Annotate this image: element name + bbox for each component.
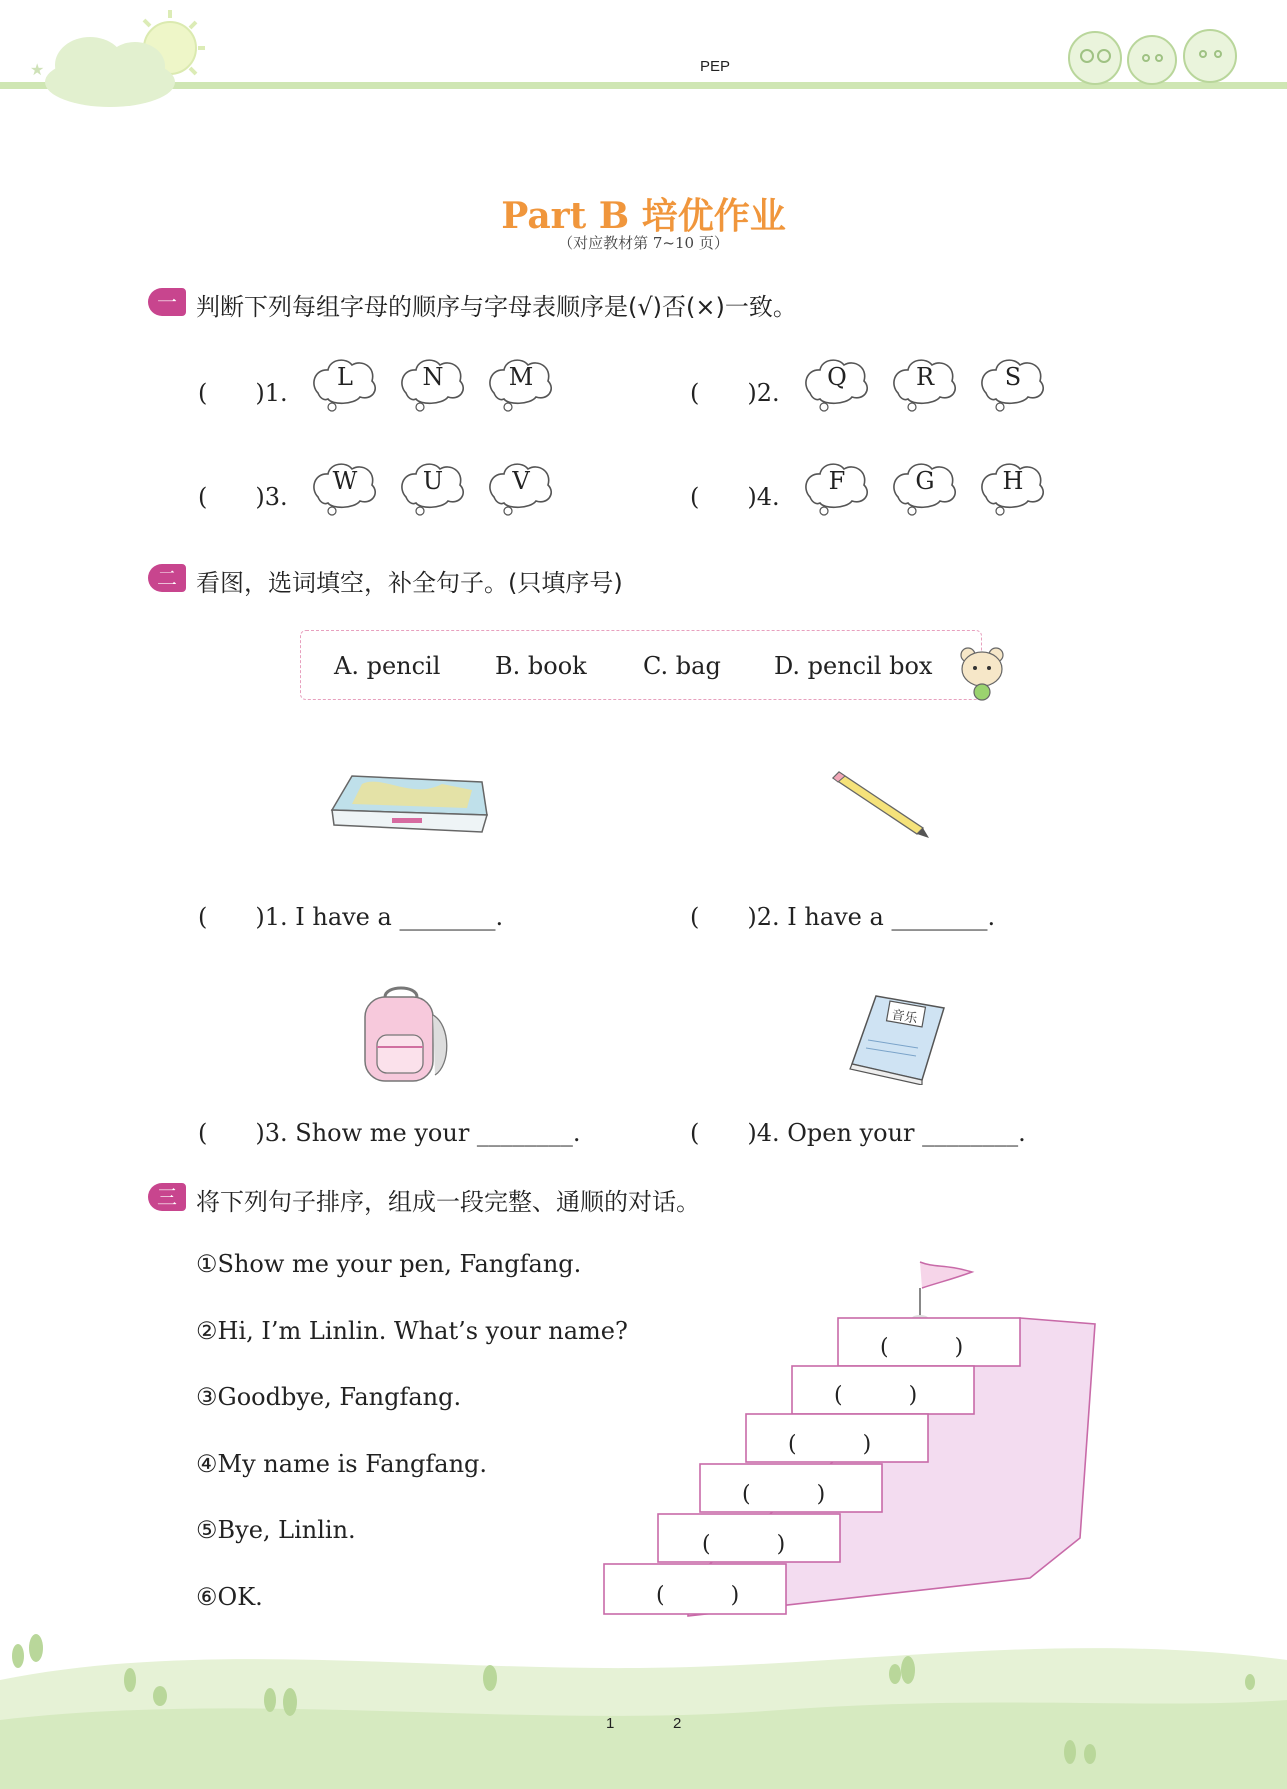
letter-bubble: [486, 459, 556, 517]
letter-bubble: [890, 355, 960, 413]
letter: H: [1002, 467, 1024, 495]
s1-item-4-label: ( )4.: [690, 483, 780, 511]
letter: F: [828, 467, 846, 495]
letter: S: [1004, 363, 1022, 391]
letter-bubble: [978, 355, 1048, 413]
s2-sentence-3: ( )3. Show me your ________.: [198, 1119, 581, 1147]
word-option-c: C. bag: [643, 652, 721, 680]
bear-mascot-icon: [958, 645, 1008, 703]
s3-sentence-4: ④My name is Fangfang.: [196, 1450, 488, 1478]
s3-sentence-1: ①Show me your pen, Fangfang.: [196, 1250, 582, 1278]
series-label: PEP: [700, 58, 731, 75]
step-answer-4: ( ): [788, 1432, 872, 1457]
sun-cloud-decoration: [20, 0, 210, 115]
pencil-image: [825, 770, 935, 840]
schoolbag-image: [355, 985, 455, 1090]
s1-item-2-label: ( )2.: [690, 379, 780, 407]
letter-bubble: [486, 355, 556, 413]
letter: W: [332, 467, 358, 495]
letter-bubble: [802, 355, 872, 413]
letter: V: [512, 467, 530, 495]
letter: N: [422, 363, 444, 391]
word-option-b: B. book: [495, 652, 587, 680]
letter: L: [337, 363, 353, 391]
section-2-badge: 二: [148, 564, 186, 592]
letter-bubble: [978, 459, 1048, 517]
s2-sentence-4: ( )4. Open your ________.: [690, 1119, 1026, 1147]
s3-sentence-3: ③Goodbye, Fangfang.: [196, 1383, 462, 1411]
section-2-instruction: 看图，选词填空，补全句子。(只填序号): [196, 569, 623, 597]
letter-bubble: [802, 459, 872, 517]
svg-text:★: ★: [30, 60, 45, 79]
page-title: Part B 培优作业: [501, 195, 786, 237]
s2-sentence-2: ( )2. I have a ________.: [690, 903, 996, 931]
page-number-left: 1: [606, 1715, 615, 1732]
s1-item-1-label: ( )1.: [198, 379, 288, 407]
section-1-badge: 一: [148, 288, 186, 316]
step-answer-3: ( ): [742, 1482, 826, 1507]
s3-sentence-6: ⑥OK.: [196, 1583, 263, 1611]
letter: R: [915, 363, 935, 391]
book-title-text: 音乐: [890, 1007, 919, 1027]
section-1-instruction: 判断下列每组字母的顺序与字母表顺序是(√)否(×)一致。: [196, 293, 797, 321]
s3-sentence-5: ⑤Bye, Linlin.: [196, 1516, 356, 1544]
step-answer-5: ( ): [834, 1383, 918, 1408]
step-answer-6: ( ): [880, 1335, 964, 1360]
letter-bubble: [310, 459, 380, 517]
word-option-d: D. pencil box: [774, 652, 933, 680]
step-answer-2: ( ): [702, 1532, 786, 1557]
music-book-image: [848, 990, 948, 1085]
letter: U: [422, 467, 444, 495]
letter-bubble: [890, 459, 960, 517]
animal-faces-decoration: [1060, 20, 1250, 90]
pencil-box-image: [322, 770, 492, 842]
step-answer-1: ( ): [656, 1583, 740, 1608]
letter-bubble: [310, 355, 380, 413]
grass-hills-decoration: [0, 1620, 1287, 1789]
section-3-instruction: 将下列句子排序，组成一段完整、通顺的对话。: [196, 1188, 700, 1216]
letter: Q: [827, 363, 847, 391]
page-number-right: 2: [673, 1715, 682, 1732]
s1-item-3-label: ( )3.: [198, 483, 288, 511]
section-3-badge: 三: [148, 1183, 186, 1211]
s3-sentence-2: ②Hi, I’m Linlin. What’s your name?: [196, 1317, 628, 1345]
s2-sentence-1: ( )1. I have a ________.: [198, 903, 504, 931]
letter-bubble: [398, 459, 468, 517]
letter: G: [915, 467, 935, 495]
letter: M: [508, 363, 534, 391]
letter-bubble: [398, 355, 468, 413]
word-option-a: A. pencil: [334, 652, 441, 680]
page-subtitle: （对应教材第 7~10 页）: [558, 234, 729, 252]
